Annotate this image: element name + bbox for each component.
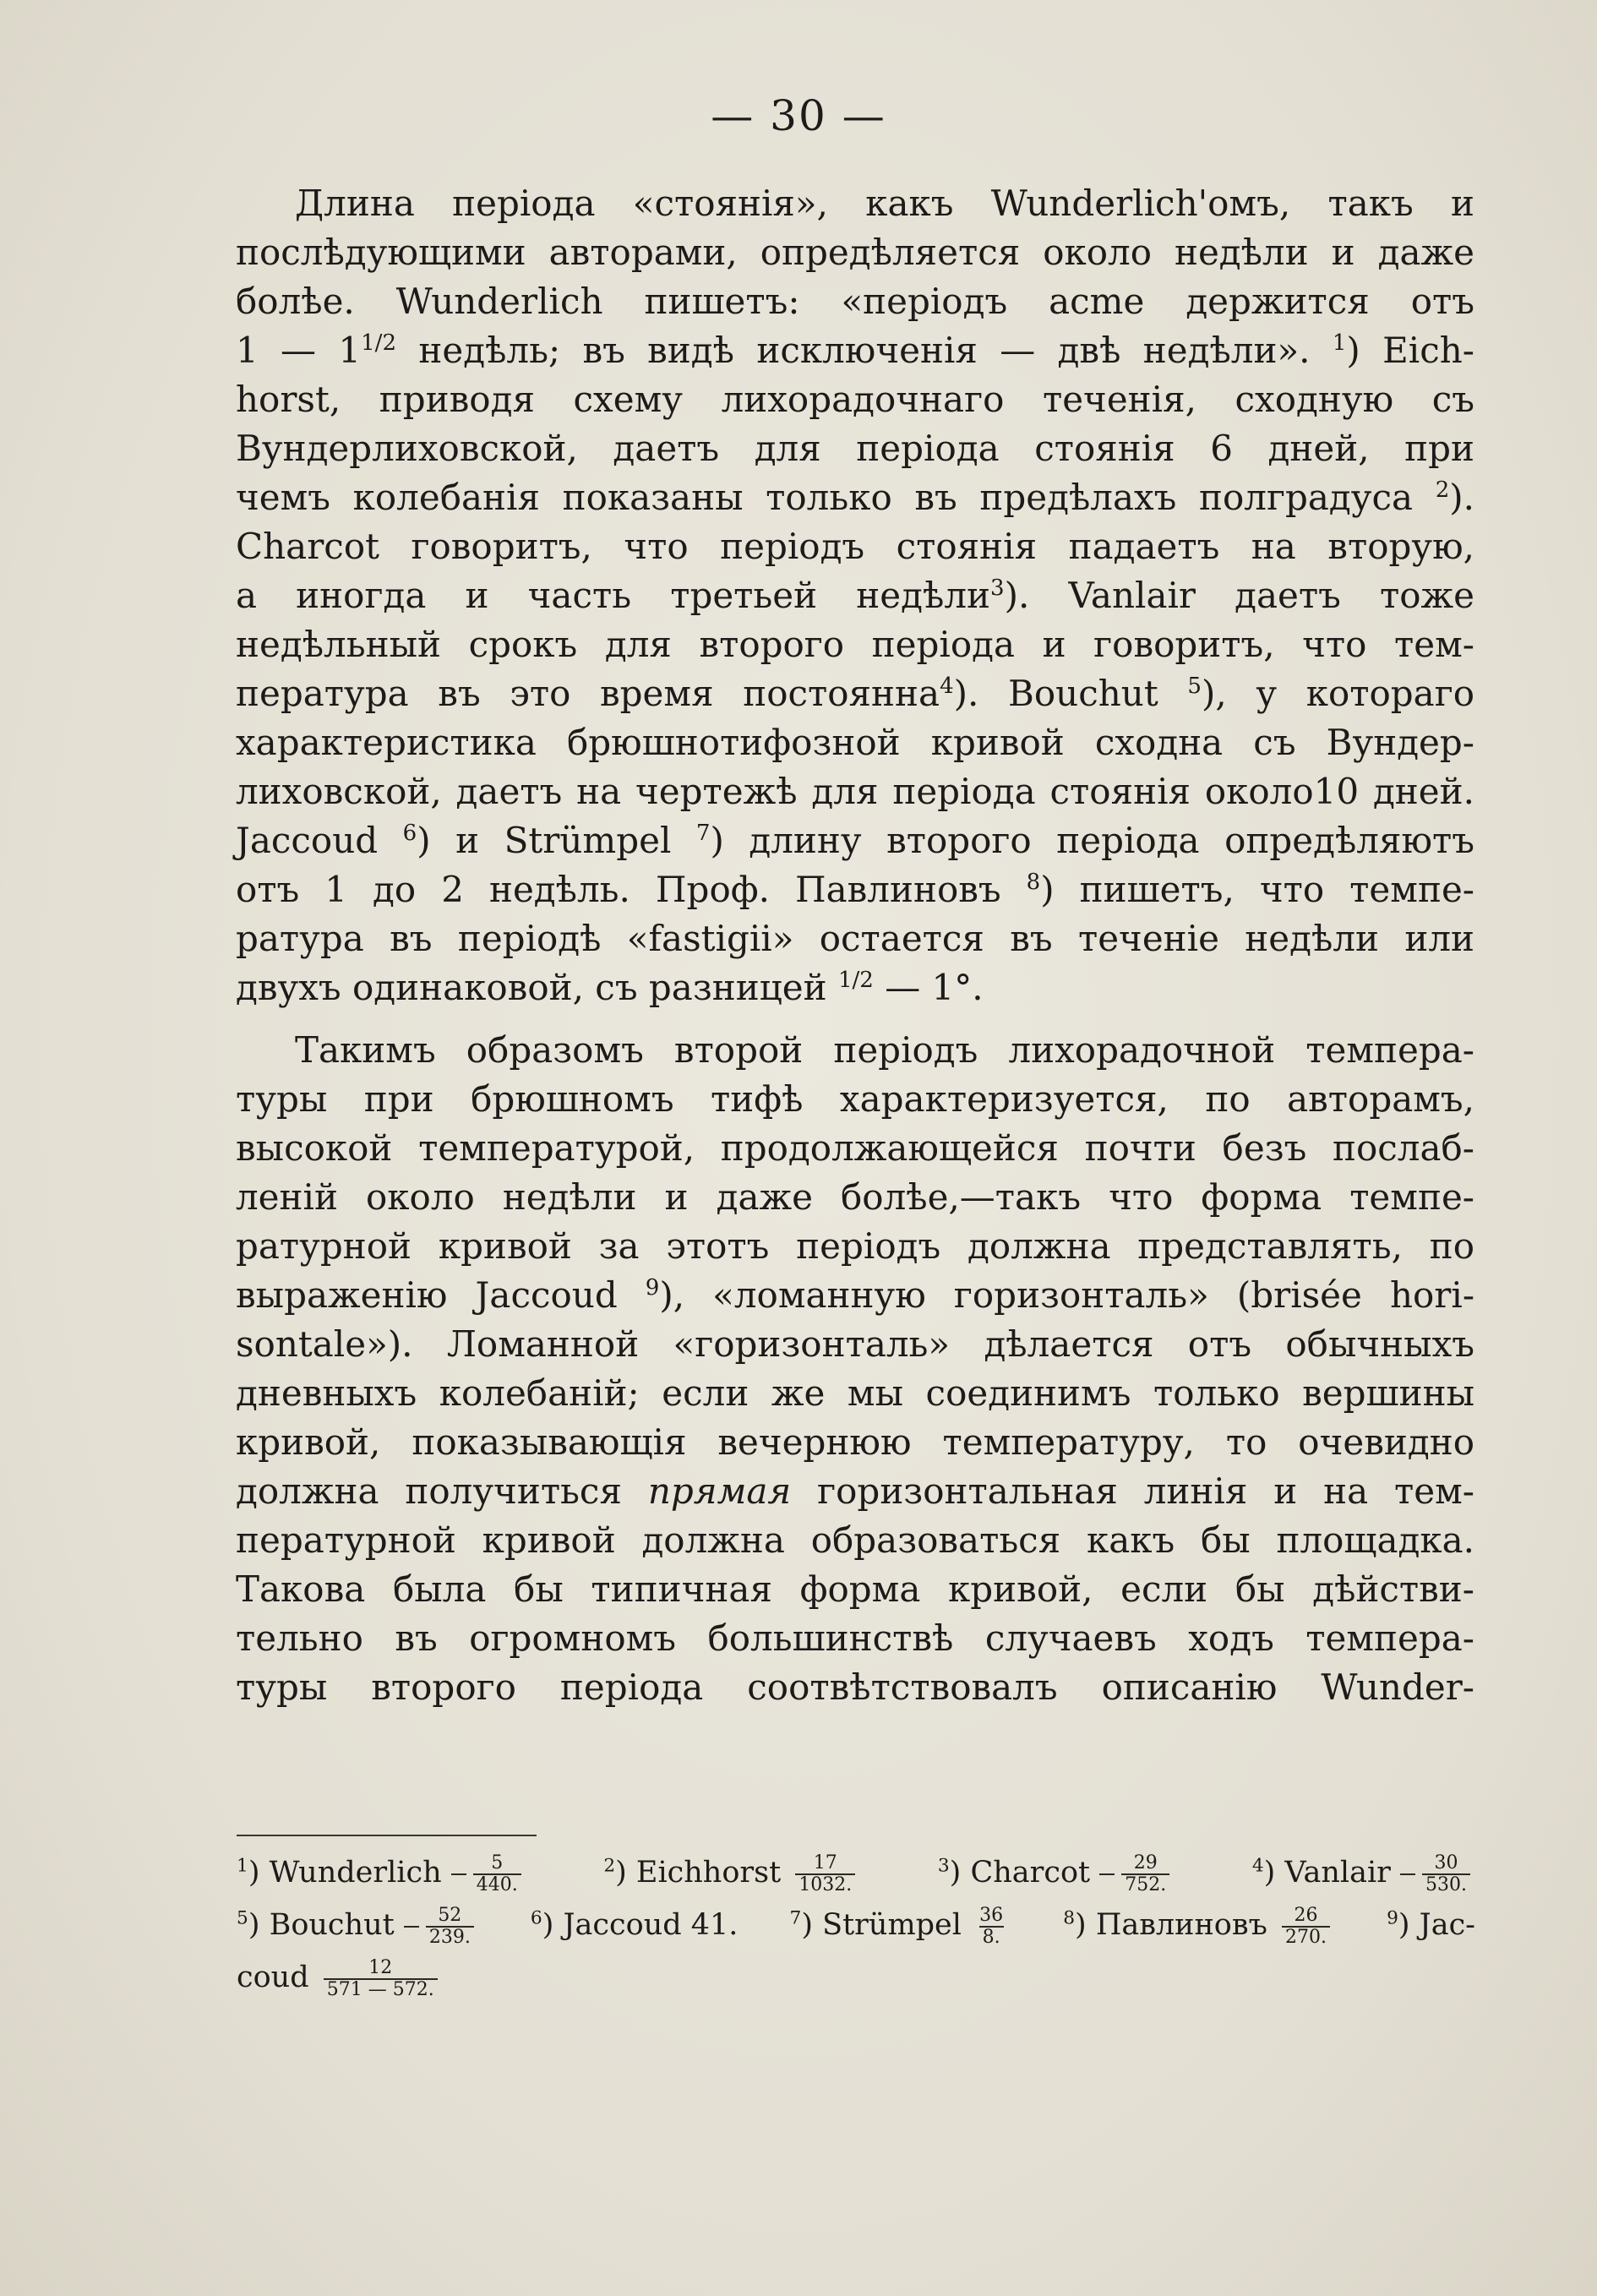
footnote-2: $^2$) Eichhorst $\frac{17}{1032.}$ — [603, 1846, 860, 1899]
text-line: лиховской, даетъ на чертежѣ для періода стоянія около10 дней. — [236, 771, 1474, 812]
footnote-line — [237, 1899, 1475, 1951]
footnote-divider — [237, 1835, 537, 1836]
footnote-ref: 4 — [940, 674, 954, 699]
text-line: туры при брюшномъ тифѣ характеризуется, по авторамъ, — [236, 1078, 1474, 1120]
text-line: пература въ это время постоянна$^4$). Bouchut $^5$), у котораго — [236, 673, 1474, 714]
text-line: недѣльный срокъ для второго періода и говоритъ, что тем- — [236, 624, 1474, 665]
footnote-9: $^9$) Jac- — [1387, 1907, 1475, 1942]
footnote-ref: 8 — [1026, 870, 1041, 895]
text-line: а иногда и часть третьей недѣли$^3$). Vanlair даетъ тоже — [236, 575, 1474, 616]
text-line: леній около недѣли и даже болѣе,—такъ что форма темпе- — [236, 1176, 1474, 1218]
footnote-9-cont: coud $\frac{12}{571 — 572.}$ — [237, 1951, 443, 2004]
text-line: отъ 1 до 2 недѣль. Проф. Павлиновъ $^8$) пишетъ, что темпе- — [236, 869, 1474, 910]
footnote-line — [237, 1951, 1475, 2004]
text-line: sontale»). Ломанной «горизонталь» дѣлается отъ обычныхъ — [236, 1323, 1474, 1365]
footnote-ref: 1 — [1332, 330, 1347, 356]
footnote-line — [237, 1846, 1475, 1899]
text-line: Такимъ образомъ второй періодъ лихорадочной темпера- — [295, 1029, 1474, 1071]
page-number: — 30 — — [711, 91, 886, 140]
text-line: пературной кривой должна образоваться какъ бы площадка. — [236, 1519, 1474, 1561]
footnote-5: $^5$) Bouchut $\frac{52}{239.}$ — [237, 1899, 479, 1951]
fraction-superscript: 1/2 — [361, 330, 397, 356]
text-line: Такова была бы типичная форма кривой, если бы дѣйстви- — [236, 1568, 1474, 1610]
text-line: болѣе. Wunderlich пишетъ: «періодъ acme держится отъ — [236, 281, 1474, 322]
text-line: характеристика брюшнотифозной кривой сходна съ Вундер- — [236, 722, 1474, 763]
text-line: ратурной кривой за этотъ періодъ должна представлять, по — [236, 1225, 1474, 1267]
footnote-4: $^4$) Vanlair $\frac{30}{530.}$ — [1252, 1846, 1475, 1899]
text-line: 1 — $1^{1/2}$ недѣль; въ видѣ исключенія — двѣ недѣли». $^1$) Eich- — [236, 330, 1474, 371]
text-line: послѣдующими авторами, опредѣляется около недѣли и даже — [236, 232, 1474, 273]
text-line: туры второго періода соотвѣтствовалъ описанію Wunder- — [236, 1666, 1474, 1708]
text-line: высокой температурой, продолжающейся почти безъ послаб- — [236, 1127, 1474, 1169]
text-line: кривой, показывающія вечернюю температуру, то очевидно — [236, 1421, 1474, 1463]
text-line: должна получиться прямая горизонтальная линія и на тем- — [236, 1470, 1474, 1512]
body-text — [236, 179, 1474, 1712]
fraction-superscript: 1/2 — [837, 968, 874, 993]
text-line: Вундерлиховской, даетъ для періода стоянія 6 дней, при — [236, 428, 1474, 469]
italic-word: прямая — [647, 1470, 792, 1512]
text-line: дневныхъ колебаній; если же мы соединимъ только вершины — [236, 1372, 1474, 1414]
text-line: Длина періода «стоянія», какъ Wunderlich'омъ, такъ и — [295, 183, 1474, 224]
footnote-3: $^3$) Charcot $\frac{29}{752.}$ — [938, 1846, 1175, 1899]
text-line: чемъ колебанія показаны только въ предѣлахъ полградуса $^2$). — [236, 477, 1474, 518]
text-line: выраженію Jaccoud $^9$), «ломанную горизонталь» (brisée hori- — [236, 1274, 1475, 1316]
text-line: horst, приводя схему лихорадочнаго теченія, сходную съ — [236, 379, 1474, 420]
text-line: Charcot говоритъ, что періодъ стоянія падаетъ на вторую, — [236, 526, 1474, 567]
footnote-ref: 2 — [1435, 477, 1450, 503]
footnote-7: $^7$) Strümpel $\frac{36}{8.}$ — [789, 1904, 1004, 1948]
footnote-ref: 9 — [645, 1275, 660, 1301]
footnote-ref: 7 — [695, 821, 711, 846]
text-line: двухъ одинаковой, съ разницей $^{1/2}$ — 1°. — [236, 967, 984, 1008]
footnotes — [237, 1846, 1475, 2004]
text-line: ратура въ періодѣ «fastigii» остается въ теченіе недѣли или — [236, 918, 1474, 959]
footnote-ref: 5 — [1187, 674, 1202, 699]
footnote-ref: 6 — [402, 821, 417, 846]
footnote-8: $^8$) Павлиновъ $\frac{26}{270.}$ — [1063, 1899, 1335, 1951]
text-line: Jaccoud $^6$) и Strümpel $^7$) длину второго періода опредѣляютъ — [236, 820, 1474, 861]
footnote-ref: 3 — [990, 575, 1005, 601]
footnote-1: $^1$) Wunderlich $\frac{5}{440.}$ — [237, 1846, 526, 1899]
footnote-6: $^6$) Jaccoud 41. — [530, 1907, 739, 1942]
text-line: тельно въ огромномъ большинствѣ случаевъ ходъ темпера- — [236, 1617, 1474, 1659]
